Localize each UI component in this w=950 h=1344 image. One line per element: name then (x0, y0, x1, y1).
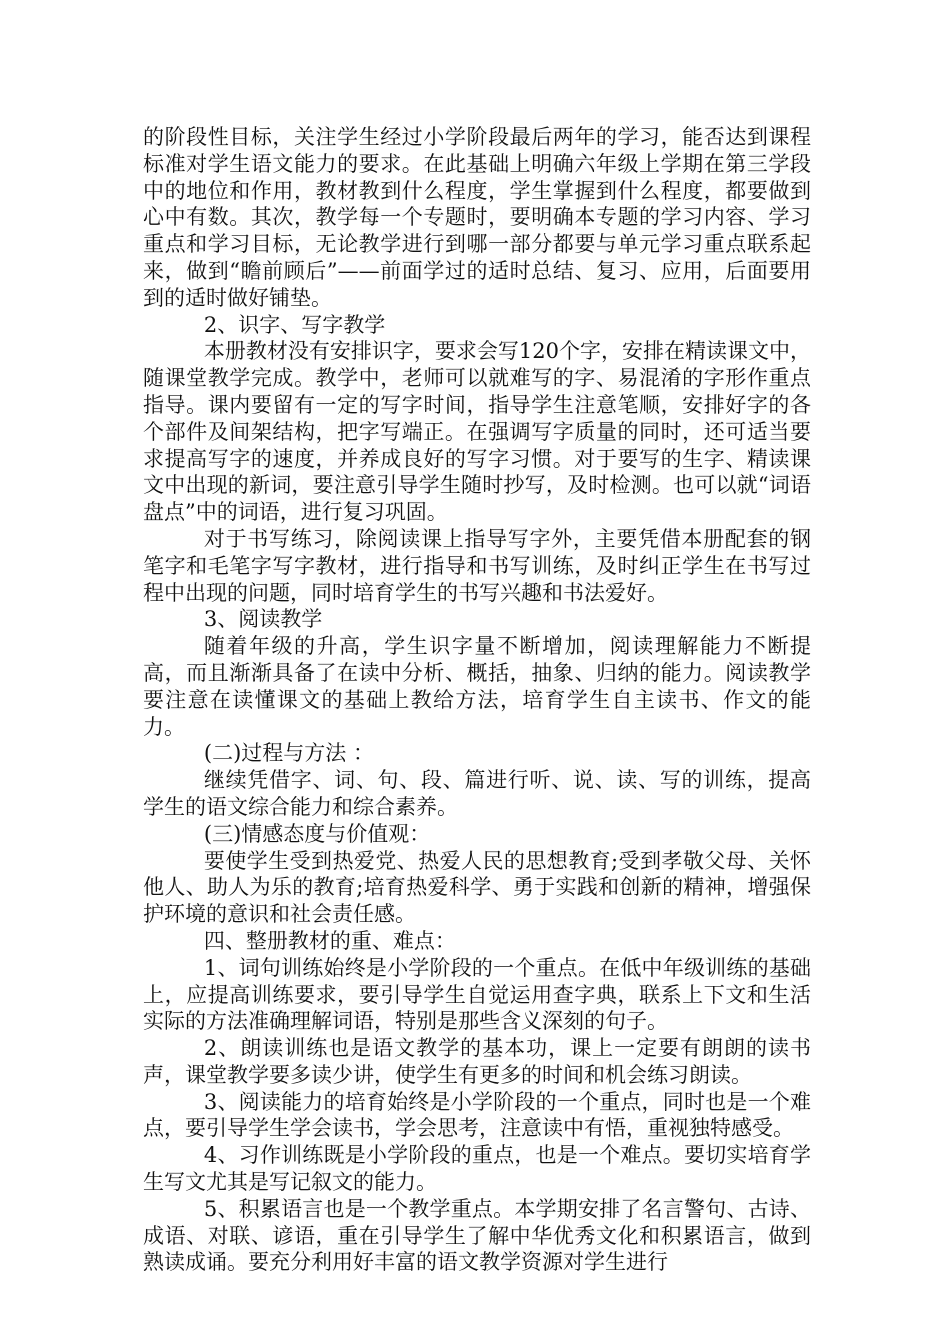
heading-key-difficult-points: 四、整册教材的重、难点： (203, 928, 456, 953)
heading-reading: 3、阅读教学 (203, 607, 323, 632)
heading-emotion-values: (三)情感态度与价值观： (203, 821, 431, 846)
paragraph-point-3: 3、阅读能力的培育始终是小学阶段的一个重点，同时也是一个难点，要引导学生学会读书，学会思考，注意读中有悟，重视独特感受。 (143, 1089, 811, 1141)
paragraph-literacy-writing: 本册教材没有安排识字，要求会写120个字，安排在精读课文中，随课堂教学完成。教学中，老师可以就难写的字、易混淆的字形作重点指导。课内要留有一定的写字时间，指导学生注意笔顺，安排好字的各个部件及间架结构，把字写端正。在强调写字质量的同时，还可适当要求提高写字的速度，并养成良好的写字习惯。对于要写的生字、精读课文中出现的新词，要注意引导学生随时抄写，及时检测。也可以就“词语盘点”中的词语，进行复习巩固。 (143, 339, 811, 525)
paragraph-point-5: 5、积累语言也是一个教学重点。本学期安排了名言警句、古诗、成语、对联、谚语，重在引导学生了解中华优秀文化和积累语言，做到熟读成诵。要充分利用好丰富的语文教学资源对学生进行 (143, 1196, 811, 1275)
paragraph-goals-continued: 的阶段性目标，关注学生经过小学阶段最后两年的学习，能否达到课程标准对学生语文能力的要求。在此基础上明确六年级上学期在第三学段中的地位和作用，教材教到什么程度，学生掌握到什么程度，都要做到心中有数。其次，教学每一个专题时，要明确本专题的学习内容、学习重点和学习目标，无论教学进行到哪一部分都要与单元学习重点联系起来，做到“瞻前顾后”——前面学过的适时总结、复习、应用，后面要用到的适时做好铺垫。 (143, 125, 811, 310)
paragraph-handwriting-practice: 对于书写练习，除阅读课上指导写字外，主要凭借本册配套的钢笔字和毛笔字写字教材，进行指导和书写训练，及时纠正学生在书写过程中出现的问题，同时培育学生的书写兴趣和书法爱好。 (143, 526, 811, 605)
document-page (143, 124, 811, 1276)
heading-process-method: (二)过程与方法 ： (203, 741, 374, 766)
paragraph-emotion-values: 要使学生受到热爱党、热爱人民的思想教育;受到孝敬父母、关怀他人、助人为乐的教育;培育热爱科学、勇于实践和创新的精神，增强保护环境的意识和社会责任感。 (143, 848, 811, 927)
paragraph-process-method: 继续凭借字、词、句、段、篇进行听、说、读、写的训练，提高学生的语文综合能力和综合素养。 (143, 768, 811, 819)
paragraph-point-1: 1、词句训练始终是小学阶段的一个重点。在低中年级训练的基础上，应提高训练要求，要引导学生自觉运用查字典，联系上下文和生活实际的方法准确理解词语，特别是那些含义深刻的句子。 (143, 955, 811, 1034)
paragraph-point-4: 4、习作训练既是小学阶段的重点，也是一个难点。要切实培育学生写文尤其是写记叙文的能力。 (143, 1143, 811, 1195)
paragraph-point-2: 2、朗读训练也是语文教学的基本功，课上一定要有朗朗的读书声，课堂教学要多读少讲，使学生有更多的时间和机会练习朗读。 (143, 1036, 811, 1087)
heading-literacy-writing: 2、识字、写字教学 (203, 312, 386, 337)
paragraph-reading: 随着年级的升高，学生识字量不断增加，阅读理解能力不断提高，而且渐渐具备了在读中分析、概括，抽象、归纳的能力。阅读教学要注意在读懂课文的基础上教给方法，培育学生自主读书、作文的能力。 (143, 634, 811, 739)
